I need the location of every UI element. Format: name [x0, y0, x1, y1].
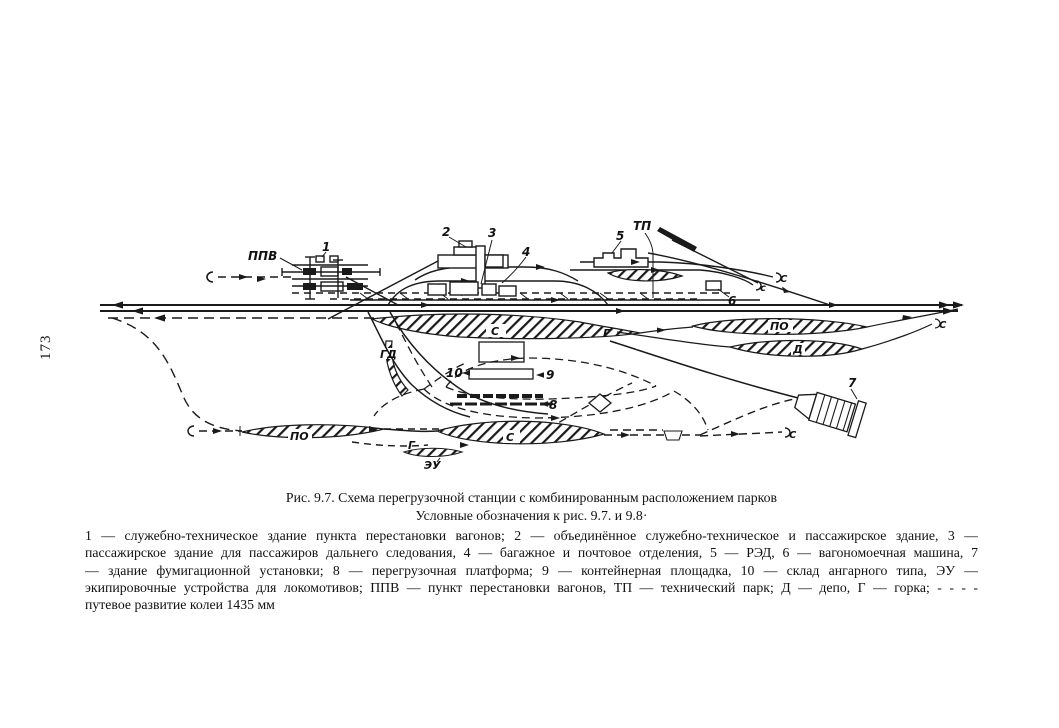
po-bottom-hatch	[242, 425, 384, 438]
building-4-block	[428, 284, 446, 295]
label-tp: ТП	[633, 219, 652, 233]
label-building-7: 7	[848, 376, 857, 390]
label-building-2: 2	[442, 225, 451, 239]
building-5	[594, 249, 648, 267]
label-c-stub-2: с	[760, 283, 766, 294]
ramp-wedge	[657, 227, 697, 252]
legend-line-4: экипировочные устройства для локомотивов; ППВ — пункт перестановки вагонов, ТП — технический парк; Д — депо, Г — горка; - - - -	[85, 579, 978, 595]
caption-line-1: Рис. 9.7. Схема перегрузочной станции с комбинированным расположением парков	[285, 490, 778, 505]
left-upper-stub	[207, 272, 292, 282]
label-c-stub-4: С	[789, 430, 797, 441]
tp-park-hatched	[608, 270, 682, 281]
label-eu: ЭУ	[424, 459, 441, 472]
building-1-block	[316, 256, 324, 262]
label-gd: ГД	[380, 348, 397, 361]
legend-line-5: путевое развитие колеи 1435 мм	[85, 597, 275, 613]
label-platform-8: 8	[549, 398, 558, 412]
label-sorting-park-top: С	[491, 325, 500, 338]
label-hump-top: Г	[603, 327, 611, 340]
bottom-1435-network	[112, 318, 802, 462]
legend-line-1: 1 — служебно-техническое здание пункта перестановки вагонов; 2 — объединённое служебно-техническое и пассажирское здание, 3 —	[85, 528, 978, 543]
label-building-5: 5	[616, 229, 625, 243]
label-c-stub-3: С	[939, 320, 947, 331]
legend-line-2: пассажирское здание для пассажиров дальнего следования, 4 — багажное и почтовое отделения, 5 — РЭД, 6 — вагономоечная машина, 7	[85, 545, 978, 561]
building-4-block	[450, 282, 478, 295]
label-building-3: 3	[488, 226, 497, 240]
label-ppv: ППВ	[248, 249, 278, 263]
label-c-stub-1: С	[780, 274, 788, 285]
caption-line-2: Условные обозначения к рис. 9.7. и 9.8·	[415, 507, 648, 523]
label-building-6: 6	[728, 294, 737, 308]
building-2-upper	[454, 247, 478, 255]
legend-line-3: — здание фумигационной установки; 8 — перегрузочная платформа; 9 — контейнерная площадка, 10 — склад ангарного типа, ЭУ —	[85, 562, 978, 578]
label-depot: Д	[793, 343, 803, 356]
label-sorting-bottom: С	[506, 431, 515, 444]
sorting-park-top	[372, 314, 693, 339]
label-building-4: 4	[522, 245, 531, 259]
label-hump-bottom: Г	[408, 439, 416, 452]
building-4-block	[482, 284, 496, 295]
label-container-9: 9	[546, 368, 555, 382]
track-stub-hook	[207, 272, 213, 282]
track-device-trapezoid	[664, 431, 682, 440]
label-warehouse-10: 10	[446, 366, 463, 380]
label-po-bottom: ПО	[290, 430, 309, 443]
building-1-block	[330, 256, 338, 262]
label-po-park: ПО	[770, 320, 789, 333]
sorting-bottom-hatch	[437, 421, 604, 444]
fumigation-building-7	[792, 384, 867, 438]
car-washing-machine-6	[706, 281, 721, 290]
building-4-block	[499, 286, 516, 296]
figure-caption	[85, 489, 978, 524]
label-building-1: 1	[322, 240, 331, 254]
track-stub-hook	[188, 426, 194, 436]
page-number: 173	[38, 334, 54, 360]
figure-legend	[85, 527, 978, 613]
container-site-9	[469, 369, 533, 379]
